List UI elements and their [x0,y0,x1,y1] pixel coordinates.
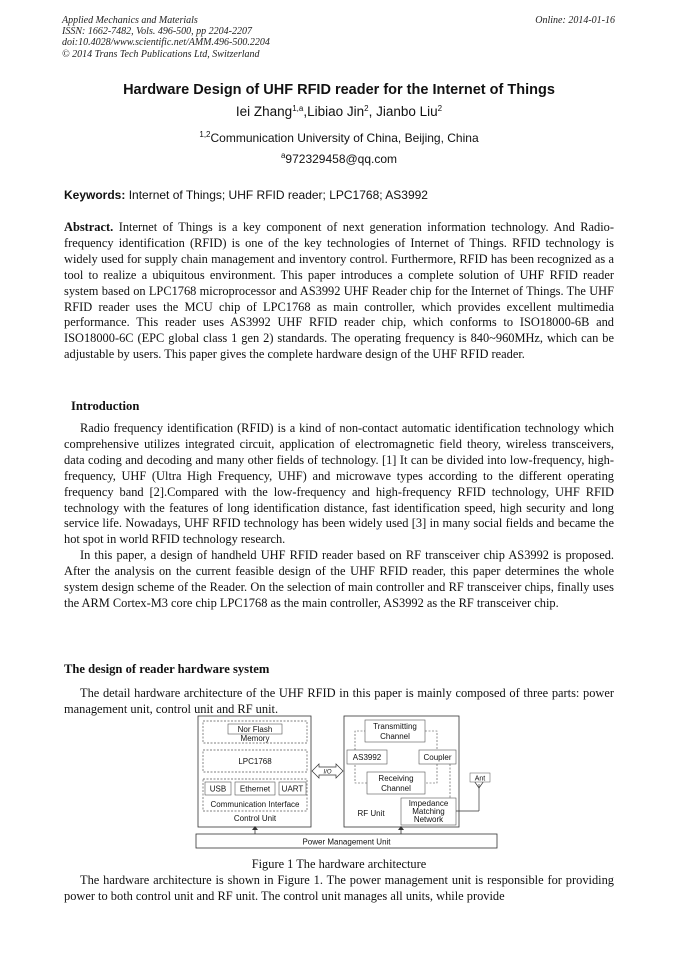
copyright-line: © 2014 Trans Tech Publications Ltd, Switzerland [62,48,260,60]
author-superscript: 2 [437,104,443,113]
impedance-label-2: Matching [412,807,445,816]
uart-label: UART [281,784,304,794]
author-superscript: 1,a [292,104,304,113]
journal-name: Applied Mechanics and Materials [62,15,198,26]
section-heading-hardware: The design of reader hardware system [64,662,270,676]
power-management-label: Power Management Unit [302,837,391,847]
email-superscript: a [280,151,286,160]
usb-label: USB [209,784,227,794]
keywords [64,188,428,202]
rf-unit-label: RF Unit [357,809,385,818]
as3992-to-tx-arrow [355,731,365,750]
power-to-control-arrowhead [252,826,258,830]
comm-interface-label: Communication Interface [210,800,300,809]
nor-flash-label-1: Nor Flash [237,725,273,734]
affiliation [0,131,678,145]
affiliation-text: Communication University of China, Beijing, China [210,131,479,145]
io-label: I/O [323,769,332,776]
affiliation-superscript: 1,2 [199,130,211,139]
abstract-label: Abstract. [64,220,114,234]
email-address: 972329458@qq.com [285,152,398,166]
lpc1768-label: LPC1768 [238,757,272,766]
issn-line: ISSN: 1662-7482, Vols. 496-500, pp 2204-2207 [62,26,252,38]
receiving-label-1: Receiving [378,774,414,783]
author-line [0,104,678,119]
figure-caption: Figure 1 The hardware architecture [251,857,427,871]
author-name: ,Libiao Jin [303,104,365,119]
online-date: Online: 2014-01-16 [535,15,615,26]
intro-paragraph-1: Radio frequency identification (RFID) is a kind of non-contact automatic identification technology which comprehensive utilizes integrated circuit, application of electromagnetic field theory, wireless transceivers, data coding and decoding and many other fields of technology. [1] It can be divided into low-frequency, high-frequency, UHF (Ultra High Frequency, UHF) and microwave types according to the different operating frequency band [2].Compared with the low-frequency and high-frequency RFID technology, UHF RFID technology with the features of long identification distance, fast identification speed, high security and long service life. Nowadays, UHF RFID technology has been widely used [3] in many social fields and became the hot spot in world RFID technology research. [64,421,614,547]
tx-to-coupler-arrow [425,731,437,750]
doi-line: doi:10.4028/www.scientific.net/AMM.496-500.2204 [62,37,270,49]
coupler-label: Coupler [423,753,452,762]
design-paragraph-1: The detail hardware architecture of the UHF RFID in this paper is mainly composed of three parts: power management unit, control unit and RF unit. [64,686,614,716]
journal-header [62,15,270,60]
transmitting-label-2: Channel [380,732,410,741]
keywords-text: Internet of Things; UHF RFID reader; LPC1768; AS3992 [125,188,428,202]
ethernet-label: Ethernet [239,784,271,794]
introduction-body [64,421,614,612]
keywords-label: Keywords: [64,188,126,202]
impedance-label-1: Impedance [408,799,449,808]
antenna-label: Ant [474,775,486,783]
abstract-text: Internet of Things is a key component of next generation information technology. And Radio-frequency identification (RFID) is one of the key technologies of Internet of Things. RFID technology is widely used for supply chain management and inventory control. Furthermore, RFID has been recognized as a tool to realize a ubiquitous environment. This paper introduces a complete solution of UHF RFID reader system based on LPC1768 microprocessor and AS3992 UHF Reader chip for the Internet of Things. The UHF RFID reader uses the MCU chip of LPC1768 as main controller, which provides excellent multimedia performance. This reader uses AS3992 UHF RFID reader chip, which conforms to ISO18000-6B and ISO18000-6C (EPC global class 1 gen 2) standards. The operating frequency is 840~960MHz, which can be adjustable by users. This paper gives the complete hardware design of the UHF RFID reader. [64,220,614,362]
section-heading-introduction: Introduction [71,399,140,413]
author-name: Iei Zhang [235,104,293,119]
hardware-architecture-figure [195,714,500,852]
email-line [0,152,678,166]
power-to-rf-arrowhead [398,826,404,830]
receiving-label-2: Channel [381,784,411,793]
coupler-to-rx-arrow [425,764,437,783]
transmitting-label-1: Transmitting [373,722,417,731]
control-unit-label: Control Unit [233,814,277,823]
design-paragraph-2: The hardware architecture is shown in Figure 1. The power management unit is responsible for providing power to both control unit and RF unit. The control unit manages all units, while provide [64,873,614,903]
as3992-label: AS3992 [352,753,382,762]
intro-paragraph-2: In this paper, a design of handheld UHF RFID reader based on RF transceiver chip AS3992 is proposed. After the analysis on the current feasible design of the UHF RFID reader, this paper determines the whole system design scheme of the Reader. On the selection of main controller and RF transceiver chips, finally uses the ARM Cortex-M3 core chip LPC1768 as the main controller, AS3992 as the RF transceiver chip. [64,548,614,610]
abstract [64,220,614,363]
author-name: , Jianbo Liu [368,104,438,119]
impedance-label-3: Network [413,815,444,824]
rx-to-as3992-arrow [355,764,367,783]
author-superscript: 2 [364,104,369,113]
nor-flash-label-2: Memory [240,734,270,743]
paper-title: Hardware Design of UHF RFID reader for the Internet of Things [123,82,555,98]
